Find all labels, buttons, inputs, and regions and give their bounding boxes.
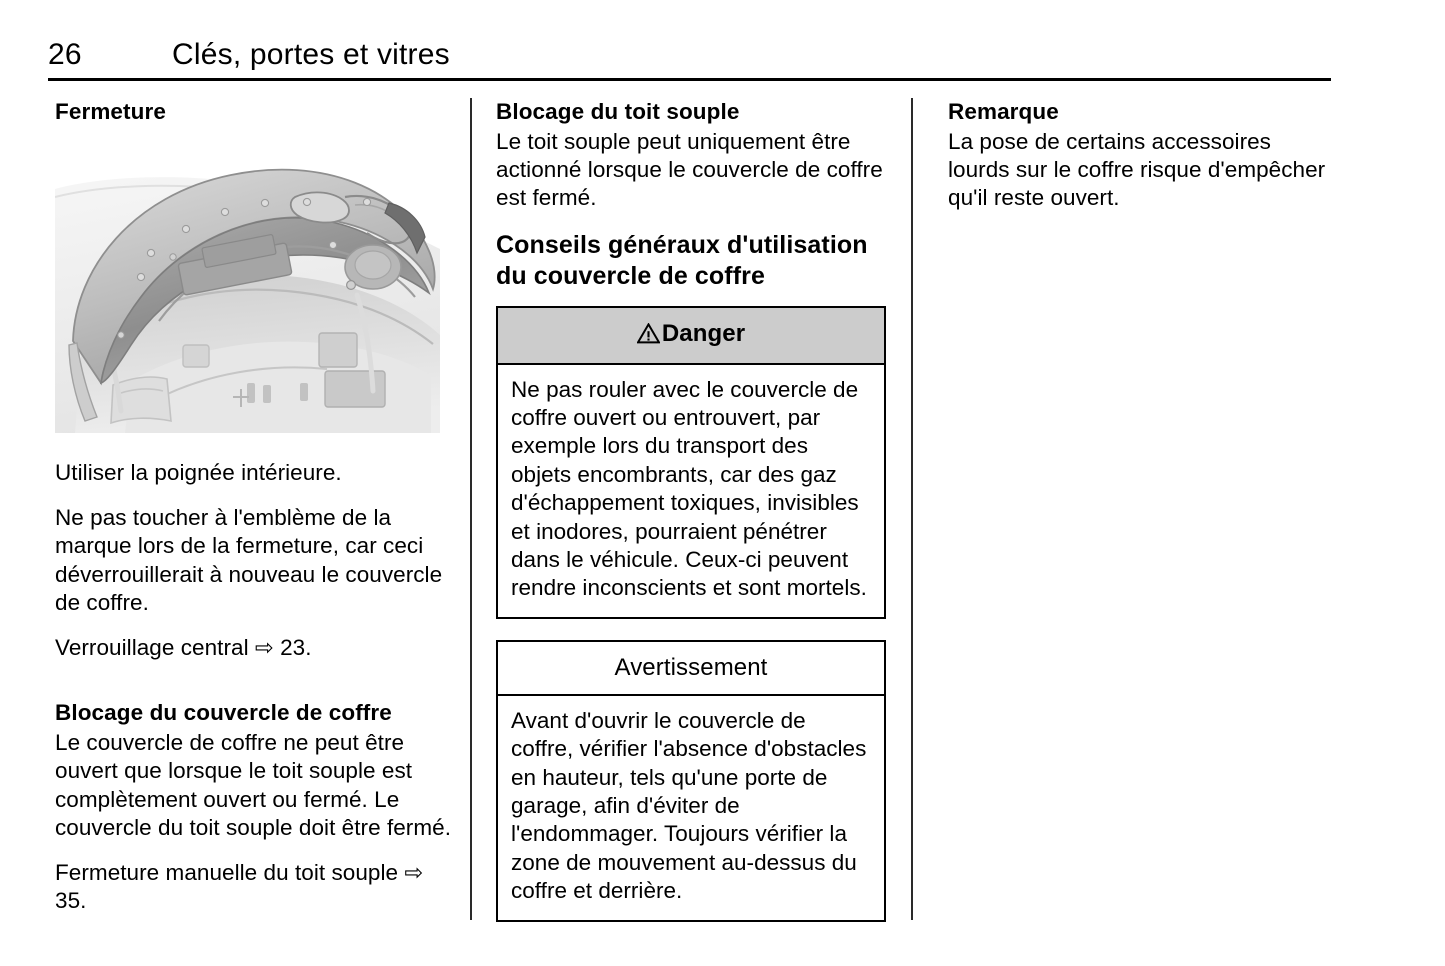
warning-notice-box [496,640,886,922]
danger-notice-box [496,306,886,619]
column-divider-2 [911,98,913,920]
danger-notice-body [498,365,884,617]
cross-reference-manual-soft-top[interactable]: Fermeture manuelle du toit souple ⇨ 35. [55,860,424,914]
section-heading-blocage-couvercle: Blocage du couvercle de coffre [55,700,392,726]
cross-reference-central-locking[interactable]: Verrouillage central ⇨ 23. [55,635,312,661]
paragraph-trunk-lid-lock: Le couvercle de coffre ne peut être ouvert que lorsque le toit souple est complètement ouvert ou fermé. Le couvercle du toit souple doit être fermé. [55,730,452,840]
warning-notice-body [498,696,884,920]
danger-notice-title: Danger [661,319,746,347]
paragraph-soft-top-lock: Le toit souple peut uniquement être actionné lorsque le couvercle de coffre est fermé. [496,129,883,211]
column-3 [948,98,1333,230]
page-title: Clés, portes et vitres [172,38,450,71]
section-heading-blocage-toit: Blocage du toit souple [496,99,740,124]
section-heading-conseils-generaux: Conseils généraux d'utilisation du couvercle de coffre [496,230,868,290]
danger-notice-text: Ne pas rouler avec le couvercle de coffre ouvert ou entrouvert, par exemple lors du transport des objets encombrants, car des gaz d'échappement toxiques, invisibles et inodores, pourraient pénétrer dans le véhicule. Ceux-ci peuvent rendre inconscients et sont mortels. [511,376,867,601]
trunk-lid-photo [55,145,440,433]
paragraph-emblem-warning: Ne pas toucher à l'emblème de la marque lors de la fermeture, car ceci déverrouillerait à nouveau le couvercle de coffre. [55,505,443,615]
column-divider-1 [470,98,472,920]
section-spacer [55,679,455,699]
page-header [48,36,1331,81]
warning-notice-title: Avertissement [614,653,768,681]
danger-notice-header [498,308,884,365]
section-heading-fermeture: Fermeture [55,99,166,124]
warning-notice-text: Avant d'ouvrir le couvercle de coffre, vérifier l'absence d'obstacles en hauteur, tels qu'une porte de garage, afin d'éviter de l'endommager. Toujours vérifier la zone de mouvement au-dessus du coffre et derrière. [511,707,867,904]
trunk-lid-illustration [55,145,440,433]
paragraph-use-inner-handle: Utiliser la poignée intérieure. [55,460,342,485]
warning-notice-header [498,642,884,696]
warning-triangle-icon [637,322,660,352]
page-number: 26 [48,38,82,71]
column-2 [496,98,896,943]
paragraph-remarque-text: La pose de certains accessoires lourds sur le coffre risque d'empêcher qu'il reste ouvert. [948,129,1326,211]
column-1 [55,98,455,915]
section-heading-remarque: Remarque [948,99,1059,124]
content-columns [0,98,1445,928]
